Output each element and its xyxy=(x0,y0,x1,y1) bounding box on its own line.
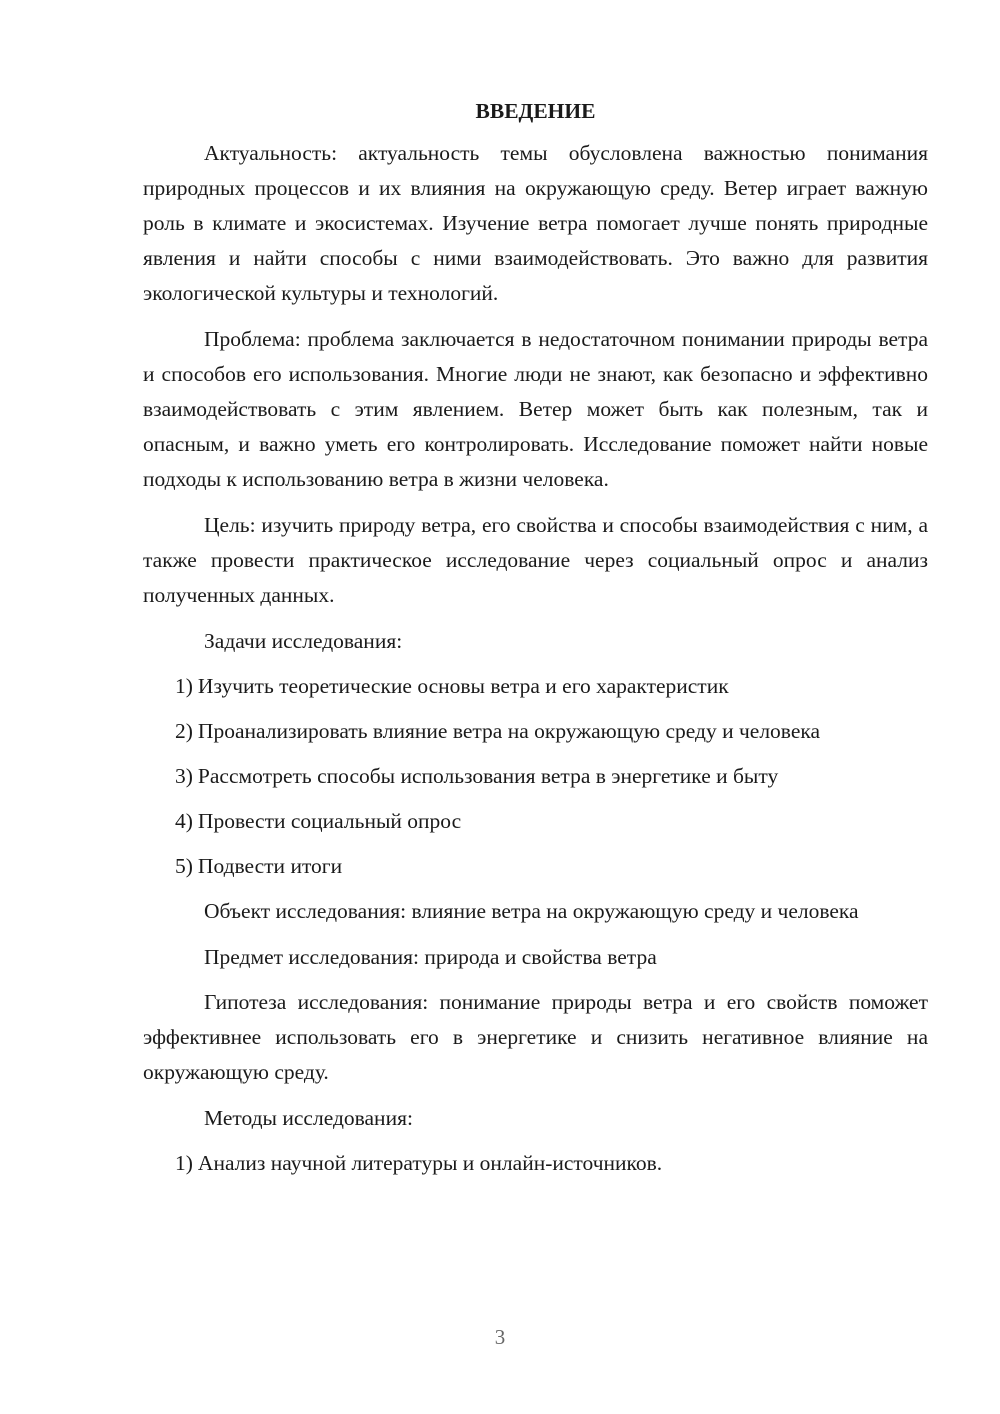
methods-heading: Методы исследования: xyxy=(204,1106,413,1130)
document-page xyxy=(143,96,928,1191)
tasks-heading: Задачи исследования: xyxy=(204,629,403,653)
list-item-number: 1) xyxy=(175,674,193,698)
list-item-text: Провести социальный опрос xyxy=(197,809,462,833)
list-item-number: 1) xyxy=(175,1151,193,1175)
object-paragraph: Объект исследования: влияние ветра на окружающую среду и человека xyxy=(204,899,859,923)
relevance-paragraph: Актуальность: актуальность темы обусловлена важностью понимания природных процессов и их влияния на окружающую среду. Ветер играет важную роль в климате и экосистемах. Изучение ветра помогает лучше понять природные явления и найти способы с ними взаимодействовать. Это важно для развития экологической культуры и технологий. xyxy=(143,141,928,305)
section-title: ВВЕДЕНИЕ xyxy=(475,99,596,123)
list-item-text: Рассмотреть способы использования ветра в энергетике и быту xyxy=(197,764,779,788)
list-item-number: 3) xyxy=(175,764,193,788)
list-item xyxy=(143,759,928,794)
list-item-number: 2) xyxy=(175,719,193,743)
hypothesis-paragraph: Гипотеза исследования: понимание природы ветра и его свойств поможет эффективнее использовать его в энергетике и снизить негативное влияние на окружающую среду. xyxy=(143,990,928,1084)
list-item xyxy=(143,804,928,839)
list-item-text: Подвести итоги xyxy=(197,854,343,878)
list-item xyxy=(143,669,928,704)
problem-paragraph: Проблема: проблема заключается в недостаточном понимании природы ветра и способов его использования. Многие люди не знают, как безопасно и эффективно взаимодействовать с этим явлением. Ветер может быть как полезным, так и опасным, и важно уметь его контролировать. Исследование поможет найти новые подходы к использованию ветра в жизни человека. xyxy=(143,327,928,491)
list-item xyxy=(143,849,928,884)
list-item-text: Анализ научной литературы и онлайн-источников. xyxy=(197,1151,663,1175)
list-item-text: Изучить теоретические основы ветра и его характеристик xyxy=(197,674,729,698)
page-number: 3 xyxy=(494,1325,506,1349)
goal-paragraph: Цель: изучить природу ветра, его свойства и способы взаимодействия с ним, а также провести практическое исследование через социальный опрос и анализ полученных данных. xyxy=(143,513,928,607)
tasks-list xyxy=(143,669,928,884)
subject-paragraph: Предмет исследования: природа и свойства ветра xyxy=(204,945,657,969)
list-item xyxy=(143,714,928,749)
list-item-text: Проанализировать влияние ветра на окружающую среду и человека xyxy=(197,719,821,743)
methods-list xyxy=(143,1146,928,1181)
list-item xyxy=(143,1146,928,1181)
list-item-number: 5) xyxy=(175,854,193,878)
list-item-number: 4) xyxy=(175,809,193,833)
